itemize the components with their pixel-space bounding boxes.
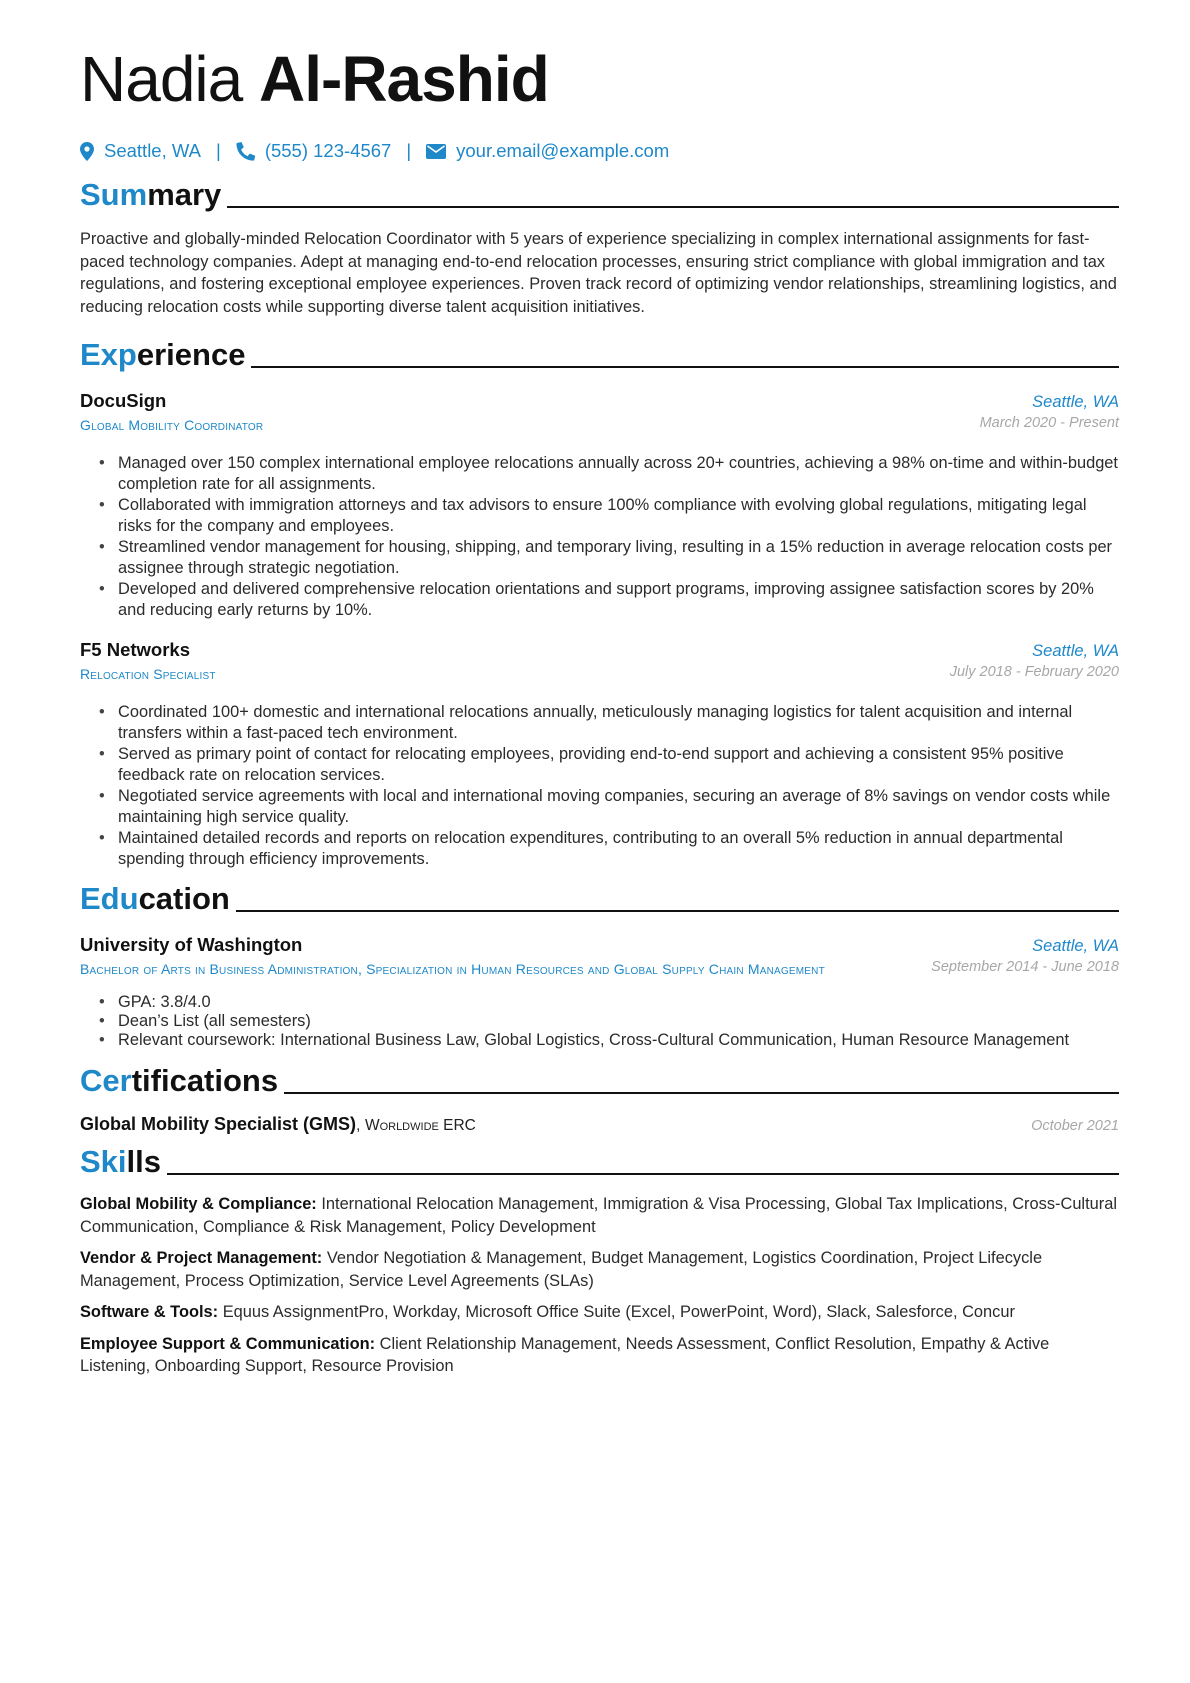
list-item: • Collaborated with immigration attorneys and tax advisors to ensure 100% compliance with evolving global regulations, mitigating legal risks for the company and employees. bbox=[118, 495, 1119, 537]
experience-entry bbox=[80, 390, 1119, 621]
skill-group bbox=[80, 1247, 1119, 1292]
contact-phone[interactable] bbox=[236, 140, 392, 162]
list-item: • Developed and delivered comprehensive relocation orientations and support programs, improving assignee satisfaction scores by 20% and reducing early returns by 10%. bbox=[118, 579, 1119, 621]
job-location: Seattle, WA bbox=[1032, 642, 1119, 660]
skills-list bbox=[80, 1193, 1119, 1378]
education-dates: September 2014 - June 2018 bbox=[931, 959, 1119, 975]
contact-separator: | bbox=[216, 140, 221, 161]
resume-content bbox=[80, 40, 1119, 1378]
email-text: your.email@example.com bbox=[456, 140, 670, 161]
skill-group-text: Client Relationship Management, Needs Assessment, Conflict Resolution, Empathy & Active Listening, Onboarding Support, Resource Provision bbox=[80, 1334, 1050, 1375]
list-item: • GPA: 3.8/4.0 bbox=[118, 993, 1119, 1012]
skills-heading bbox=[80, 1141, 1119, 1181]
skill-group bbox=[80, 1333, 1119, 1378]
skill-group bbox=[80, 1301, 1119, 1324]
first-name: Nadia bbox=[80, 43, 243, 115]
heading-rule bbox=[251, 366, 1119, 368]
bullet-list bbox=[80, 453, 1119, 621]
heading-accent: Cer bbox=[80, 1063, 132, 1098]
experience-entry bbox=[80, 639, 1119, 870]
summary-text: Proactive and globally-minded Relocation Coordinator with 5 years of experience specializing in complex international assignments for fast-paced technology companies. Adept at managing end-to-end relocation processes, ensuring strict compliance with global immigration and tax regulations, and fostering exceptional employee experiences. Proven track record of optimizing vendor relationships, streamlining logistics, and reducing relocation costs while supporting diverse talent acquisition initiatives. bbox=[80, 230, 1117, 316]
phone-icon bbox=[236, 142, 255, 161]
certification-date: October 2021 bbox=[1031, 1118, 1119, 1134]
experience-heading bbox=[80, 334, 1119, 374]
heading-accent: Edu bbox=[80, 881, 139, 916]
job-dates: July 2018 - February 2020 bbox=[949, 664, 1119, 680]
list-item: • Maintained detailed records and reports on relocation expenditures, contributing to an overall 5% reduction in annual departmental spending through efficiency improvements. bbox=[118, 828, 1119, 870]
heading-rule bbox=[167, 1173, 1119, 1175]
heading-rest: lls bbox=[126, 1144, 161, 1179]
education-entry bbox=[80, 934, 1119, 1050]
list-item: • Served as primary point of contact for relocating employees, providing end-to-end support and achieving a consistent 95% positive feedback rate on relocation services. bbox=[118, 744, 1119, 786]
skill-group-label: Vendor & Project Management: bbox=[80, 1249, 323, 1267]
job-title: Relocation Specialist bbox=[80, 666, 216, 682]
heading-rest: tifications bbox=[131, 1063, 279, 1098]
bullet-list bbox=[80, 702, 1119, 870]
last-name: Al-Rashid bbox=[259, 43, 549, 115]
school-location: Seattle, WA bbox=[1032, 937, 1119, 955]
heading-rest: cation bbox=[138, 881, 230, 916]
bullet-list bbox=[80, 993, 1119, 1050]
envelope-icon bbox=[426, 144, 446, 159]
skill-group-text: International Relocation Management, Immigration & Visa Processing, Global Tax Implications, Cross-Cultural Communication, Compliance & Risk Management, Policy Development bbox=[80, 1195, 1117, 1236]
skill-group-text: Vendor Negotiation & Management, Budget Management, Logistics Coordination, Project Lifecycle Management, Process Optimization, Service Level Agreements (SLAs) bbox=[80, 1249, 1043, 1290]
heading-accent: Ski bbox=[80, 1144, 127, 1179]
contact-location bbox=[80, 140, 201, 162]
list-item: • Coordinated 100+ domestic and international relocations annually, meticulously managing logistics for talent acquisition and internal transfers within a fast-paced tech environment. bbox=[118, 702, 1119, 744]
contact-info bbox=[80, 140, 1119, 162]
education-heading bbox=[80, 878, 1119, 918]
list-item: • Streamlined vendor management for housing, shipping, and temporary living, resulting in a 15% reduction in average relocation costs per assignee through strategic negotiation. bbox=[118, 537, 1119, 579]
list-item: • Dean’s List (all semesters) bbox=[118, 1012, 1119, 1031]
heading-accent: Exp bbox=[80, 337, 137, 372]
heading-rule bbox=[284, 1092, 1119, 1094]
full-name bbox=[80, 40, 1119, 118]
job-location: Seattle, WA bbox=[1032, 393, 1119, 411]
skill-group-label: Global Mobility & Compliance: bbox=[80, 1195, 317, 1213]
company-name: DocuSign bbox=[80, 390, 167, 411]
location-text: Seattle, WA bbox=[104, 140, 201, 161]
list-item: • Relevant coursework: International Business Law, Global Logistics, Cross-Cultural Communication, Human Resource Management bbox=[118, 1031, 1119, 1050]
certification-name: Global Mobility Specialist (GMS) bbox=[80, 1114, 357, 1134]
list-item: • Managed over 150 complex international employee relocations annually across 20+ countries, achieving a 98% on-time and within-budget completion rate for all assignments. bbox=[118, 453, 1119, 495]
heading-rest: mary bbox=[147, 177, 222, 212]
contact-separator: | bbox=[406, 140, 412, 161]
certification-org: Worldwide ERC bbox=[364, 1117, 476, 1134]
company-name: F5 Networks bbox=[80, 639, 191, 660]
degree: Bachelor of Arts in Business Administration, Specialization in Human Resources and Global Supply Chain Management bbox=[80, 961, 825, 977]
skill-group-label: Employee Support & Communication: bbox=[80, 1334, 376, 1353]
heading-rest: erience bbox=[136, 337, 246, 372]
certification-comma: , bbox=[356, 1117, 361, 1134]
summary-heading bbox=[80, 174, 1119, 214]
phone-text: (555) 123-4567 bbox=[264, 140, 392, 161]
job-dates: March 2020 - Present bbox=[979, 415, 1119, 431]
heading-rule bbox=[236, 910, 1119, 912]
certifications-heading bbox=[80, 1060, 1119, 1100]
contact-email[interactable] bbox=[426, 140, 669, 162]
heading-rule bbox=[227, 206, 1119, 208]
map-marker-icon bbox=[80, 142, 94, 161]
certification-entry bbox=[80, 1114, 1119, 1135]
heading-accent: Sum bbox=[80, 177, 148, 212]
skill-group-text: Equus AssignmentPro, Workday, Microsoft Office Suite (Excel, PowerPoint, Word), Slack, Salesforce, Concur bbox=[222, 1303, 1015, 1321]
job-title: Global Mobility Coordinator bbox=[80, 417, 264, 433]
school-name: University of Washington bbox=[80, 934, 303, 955]
skill-group-label: Software & Tools: bbox=[80, 1303, 219, 1321]
skill-group bbox=[80, 1193, 1119, 1238]
list-item: • Negotiated service agreements with local and international moving companies, securing an average of 8% savings on vendor costs while maintaining high service quality. bbox=[118, 786, 1119, 828]
